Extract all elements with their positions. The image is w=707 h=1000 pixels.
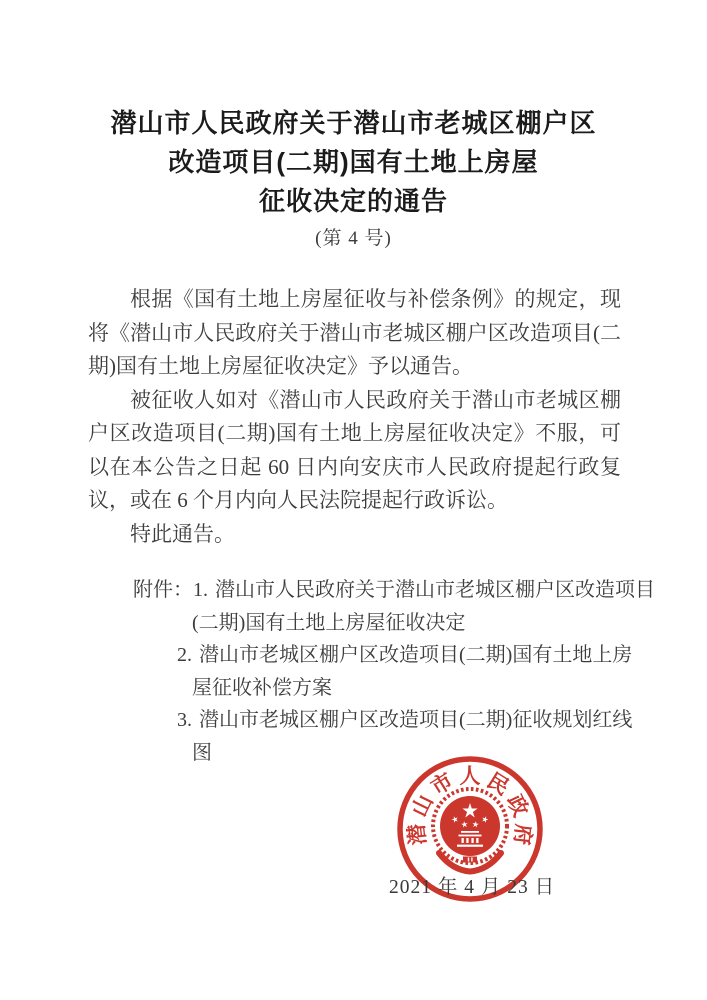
document-title-line: 潜山市人民政府关于潜山市老城区棚户区 [110, 108, 597, 138]
seal-char: 山 [406, 791, 438, 821]
attachment-line: (二期)国有土地上房屋征收决定 [192, 611, 466, 634]
document-title [0, 104, 707, 221]
document-body [88, 283, 621, 551]
attachments-label: 附件： [133, 579, 193, 601]
attachment-line: 图 [192, 741, 212, 764]
seal-char: 潜 [404, 822, 431, 847]
attachment-line: 屋征收补偿方案 [192, 676, 332, 699]
attachment-line [177, 704, 693, 737]
attachment-text: 潜山市老城区棚户区改造项目(二期)国有土地上房 [199, 644, 633, 666]
attachment-line [177, 639, 693, 672]
body-paragraph: 特此通告。 [130, 521, 235, 546]
seal-char: 市 [426, 768, 458, 800]
attachment-text: 潜山市老城区棚户区改造项目(二期)征收规划红线 [199, 709, 633, 731]
attachments-section [133, 574, 693, 769]
attachment-number: 3. [177, 709, 192, 731]
attachment-line [133, 574, 693, 607]
seal-char: 民 [482, 768, 514, 800]
attachment-number: 1. [193, 579, 208, 601]
national-emblem-icon [433, 789, 507, 872]
seal-char: 人 [459, 764, 481, 788]
seal-char: 政 [502, 791, 534, 821]
attachment-text: 潜山市人民政府关于潜山市老城区棚户区改造项目 [215, 579, 655, 601]
seal-char: 府 [509, 822, 536, 847]
body-paragraph: 被征收人如对《潜山市人民政府关于潜山市老城区棚户区改造项目(二期)国有土地上房屋征收决定》不服，可以在本公告之日起 60 日内向安庆市人民政府提起行政复议，或在 6 个月内向人民法院提起行政诉讼。 [88, 387, 621, 512]
document-title-line: 征收决定的通告 [258, 186, 448, 216]
document-date: 2021 年 4 月 23 日 [389, 877, 556, 898]
document-title-line: 改造项目(二期)国有土地上房屋 [168, 147, 539, 177]
body-paragraph: 根据《国有土地上房屋征收与补偿条例》的规定，现将《潜山市人民政府关于潜山市老城区棚户区改造项目(二期)国有土地上房屋征收决定》予以通告。 [88, 287, 621, 378]
document-number: (第 4 号) [315, 228, 392, 249]
attachment-number: 2. [177, 644, 192, 666]
